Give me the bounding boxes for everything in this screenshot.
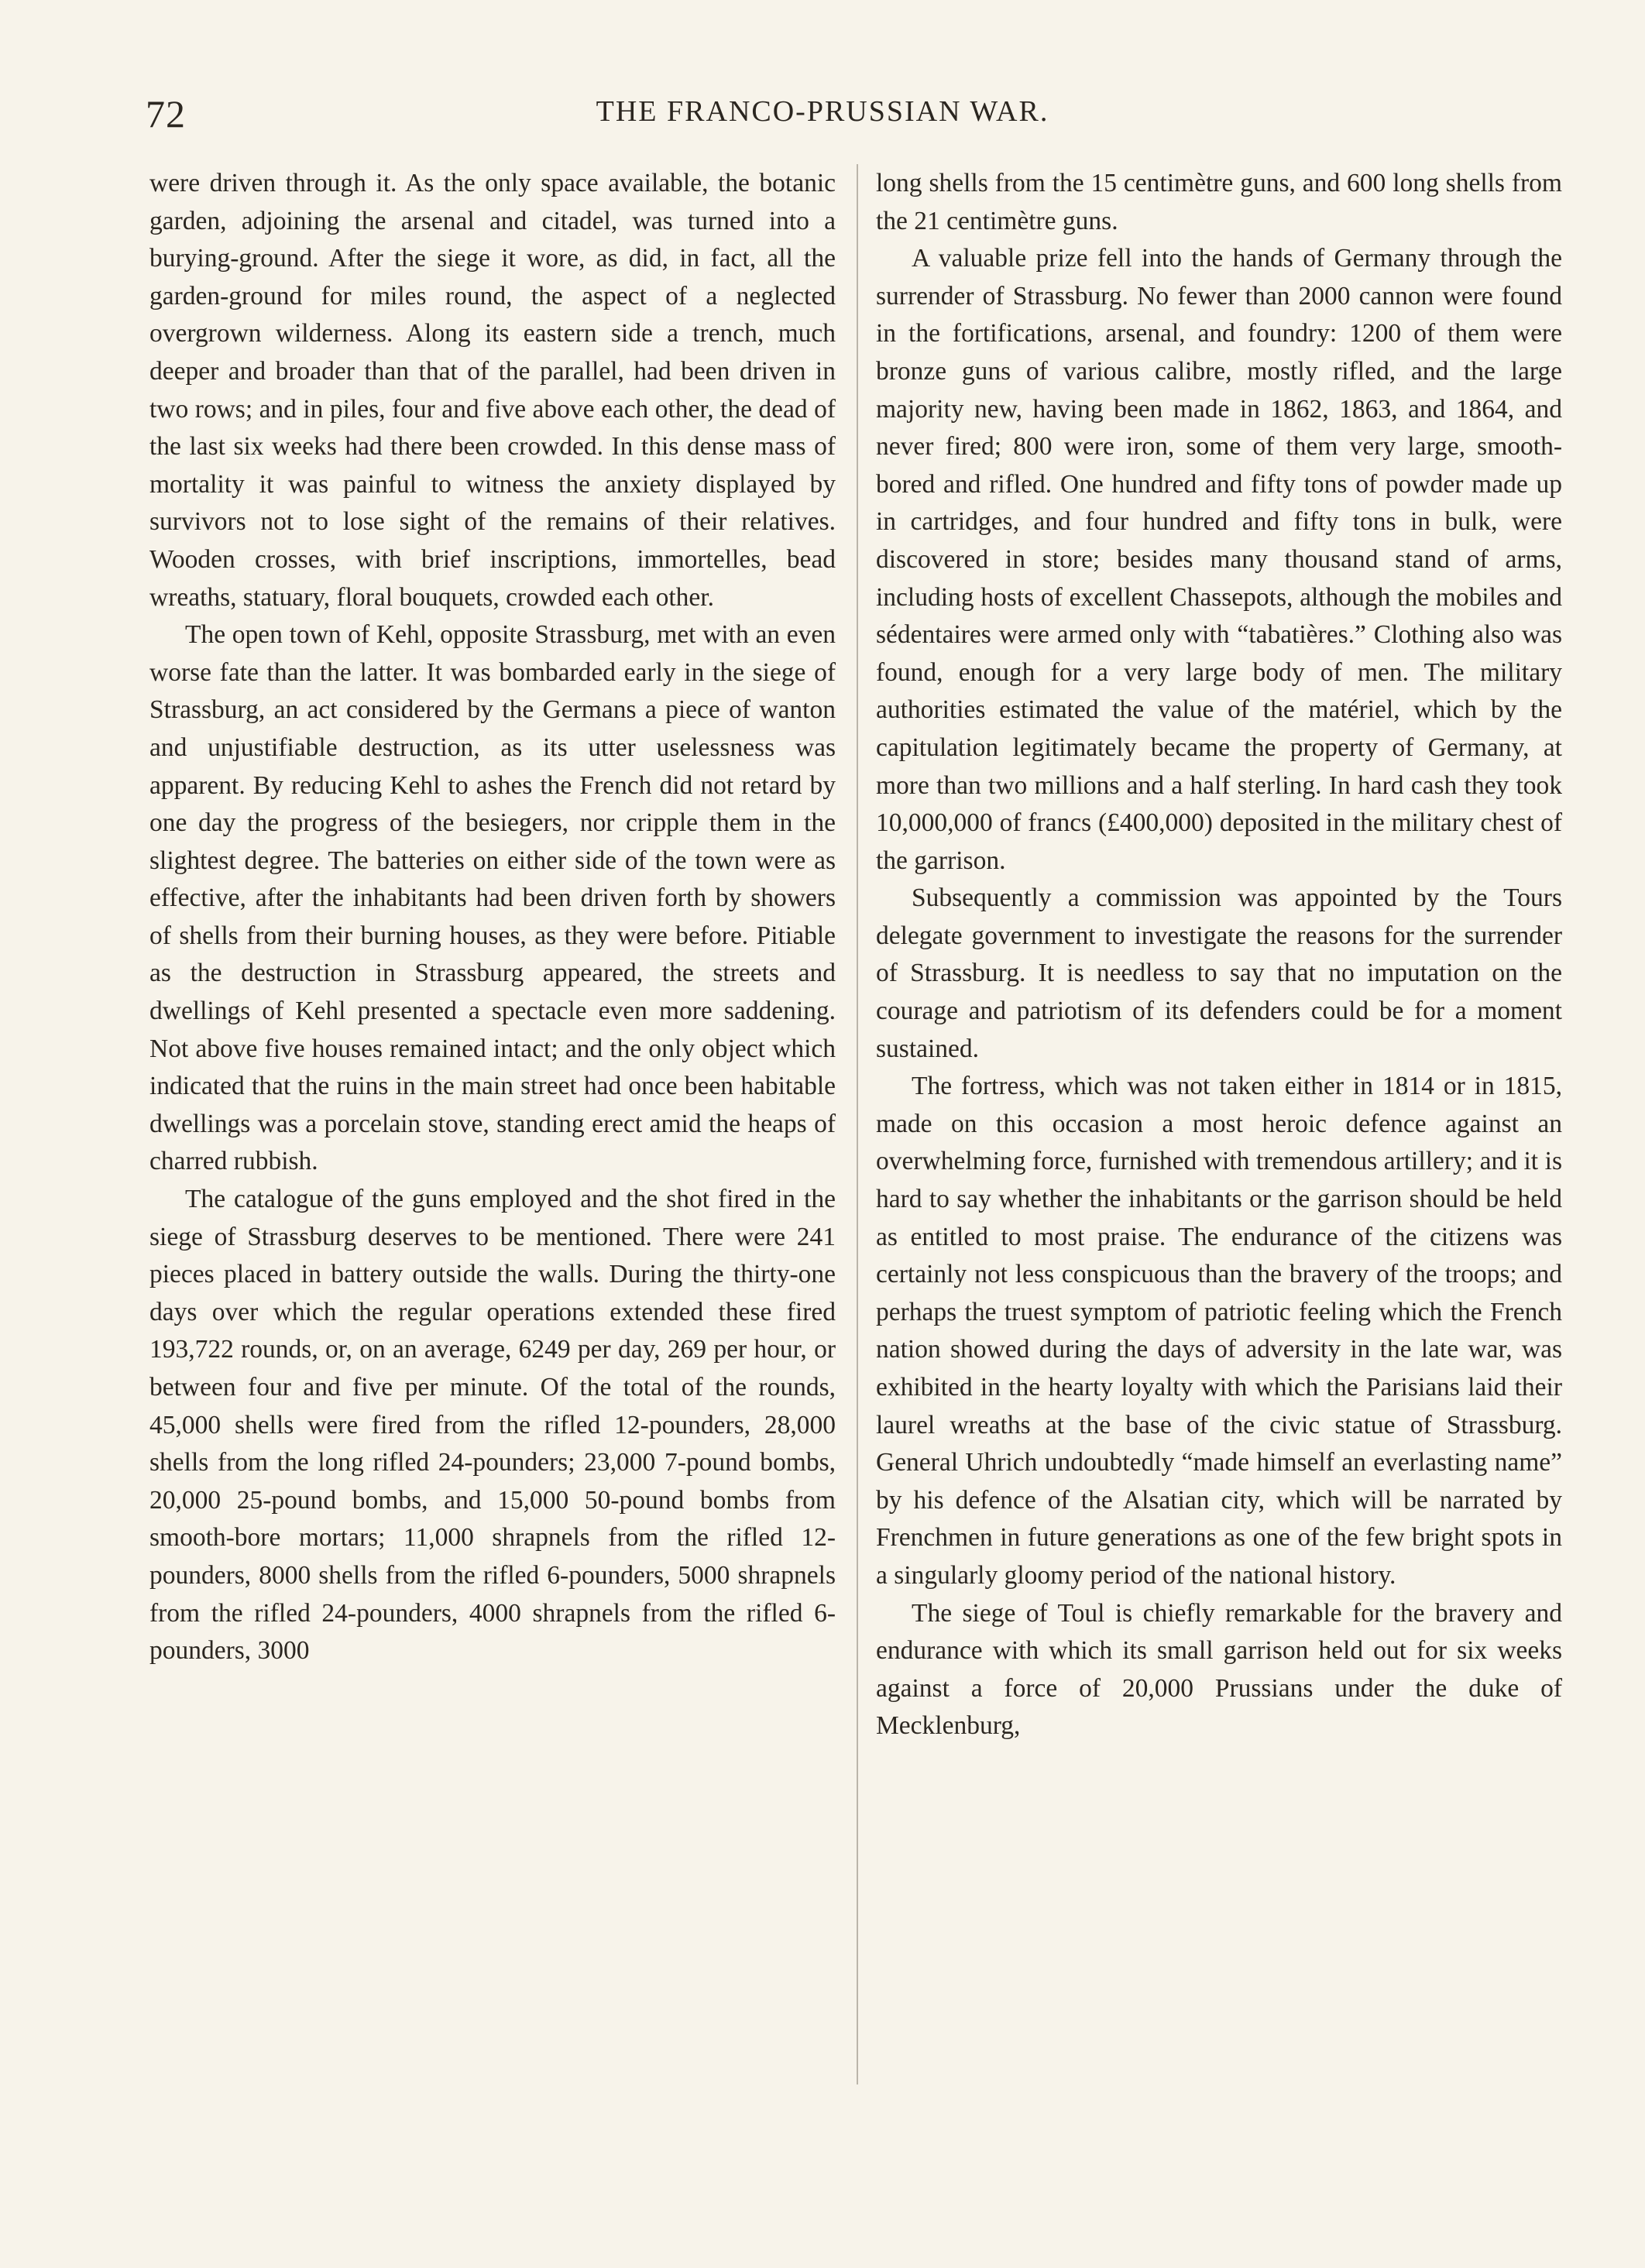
page-number: 72 [146,92,186,136]
paragraph: Subsequently a commission was appointed by the Tours delegate government to investigate the reasons for the surrender of Strassburg. It is needless to say that no imputation on the courage and patriotism of its defenders could be for a moment sustained. [876,884,1562,1063]
column-divider [857,164,858,2084]
paragraph: The siege of Toul is chiefly remarkable for the bravery and endurance with which its small garrison held out for six weeks against a force of 20,000 Prussians under the duke of Mecklenburg, [876,1598,1562,1741]
right-column [876,165,1562,1745]
running-title: THE FRANCO-PRUSSIAN WAR. [596,95,1049,128]
paragraph: long shells from the 15 centimètre guns, and 600 long shells from the 21 centimètre guns. [876,169,1562,235]
paragraph: The open town of Kehl, opposite Strassburg, met with an even worse fate than the latter. It was bombarded early in the siege of Strassburg, an act considered by the Germans a piece of wanton and unjustifiable destruction, as its utter uselessness was apparent. By reducing Kehl to ashes the French did not retard by one day the progress of the besiegers, nor cripple them in the slightest degree. The batteries on either side of the town were as effective, after the inhabitants had been driven forth by showers of shells from their burning houses, as they were before. Pitiable as the destruction in Strassburg appeared, the streets and dwellings of Kehl presented a spectacle even more saddening. Not above five houses remained intact; and the only object which indicated that the ruins in the main street had once been habitable dwellings was a porcelain stove, standing erect amid the heaps of charred rubbish. [149,620,836,1176]
paragraph: The fortress, which was not taken either in 1814 or in 1815, made on this occasion a most heroic defence against an overwhelming force, furnished with tremendous artillery; and it is hard to say whether the inhabitants or the garrison should be held as entitled to most praise. The endurance of the citizens was certainly not less conspicuous than the bravery of the troops; and perhaps the truest symptom of patriotic feeling which the French nation showed during the days of adversity in the late war, was exhibited in the hearty loyalty with which the Parisians laid their laurel wreaths at the base of the civic statue of Strassburg. General Uhrich undoubtedly “made himself an everlasting name” by his defence of the Alsatian city, which will be narrated by Frenchmen in future generations as one of the few bright spots in a singularly gloomy period of the national history. [876,1072,1562,1590]
paragraph: were driven through it. As the only space available, the botanic garden, adjoining the arsenal and citadel, was turned into a burying-ground. After the siege it wore, as did, in fact, all the garden-ground for miles round, the aspect of a neglected overgrown wilderness. Along its eastern side a trench, much deeper and broader than that of the parallel, had been driven in two rows; and in piles, four and five above each other, the dead of the last six weeks had there been crowded. In this dense mass of mortality it was painful to witness the anxiety displayed by survivors not to lose sight of the remains of their relatives. Wooden crosses, with brief inscriptions, immortelles, bead wreaths, statuary, floral bouquets, crowded each other. [149,169,836,612]
paragraph: A valuable prize fell into the hands of Germany through the surrender of Strassburg. No fewer than 2000 cannon were found in the fortifications, arsenal, and foundry: 1200 of them were bronze guns of various calibre, mostly rifled, and the large majority new, having been made in 1862, 1863, and 1864, and never fired; 800 were iron, some of them very large, smooth-bored and rifled. One hundred and fifty tons of powder made up in cartridges, and four hundred and fifty tons in bulk, were discovered in store; besides many thousand stand of arms, including hosts of excellent Chassepots, although the mobiles and sédentaires were armed only with “tabatières.” Clothing also was found, enough for a very large body of men. The military authorities estimated the value of the matériel, which by the capitulation legitimately became the property of Germany, at more than two millions and a half sterling. In hard cash they took 10,000,000 of francs (£400,000) deposited in the military chest of the garrison. [876,244,1562,875]
page-header [0,91,1645,138]
left-column [149,165,836,1670]
paragraph: The catalogue of the guns employed and the shot fired in the siege of Strassburg deserves to be mentioned. There were 241 pieces placed in battery outside the walls. During the thirty-one days over which the regular operations extended these fired 193,722 rounds, or, on an average, 6249 per day, 269 per hour, or between four and five per minute. Of the total of the rounds, 45,000 shells were fired from the rifled 12-pounders, 28,000 shells from the long rifled 24-pounders; 23,000 7-pound bombs, 20,000 25-pound bombs, and 15,000 50-pound bombs from smooth-bore mortars; 11,000 shrapnels from the rifled 12-pounders, 8000 shells from the rifled 6-pounders, 5000 shrapnels from the rifled 24-pounders, 4000 shrapnels from the rifled 6-pounders, 3000 [149,1185,836,1666]
